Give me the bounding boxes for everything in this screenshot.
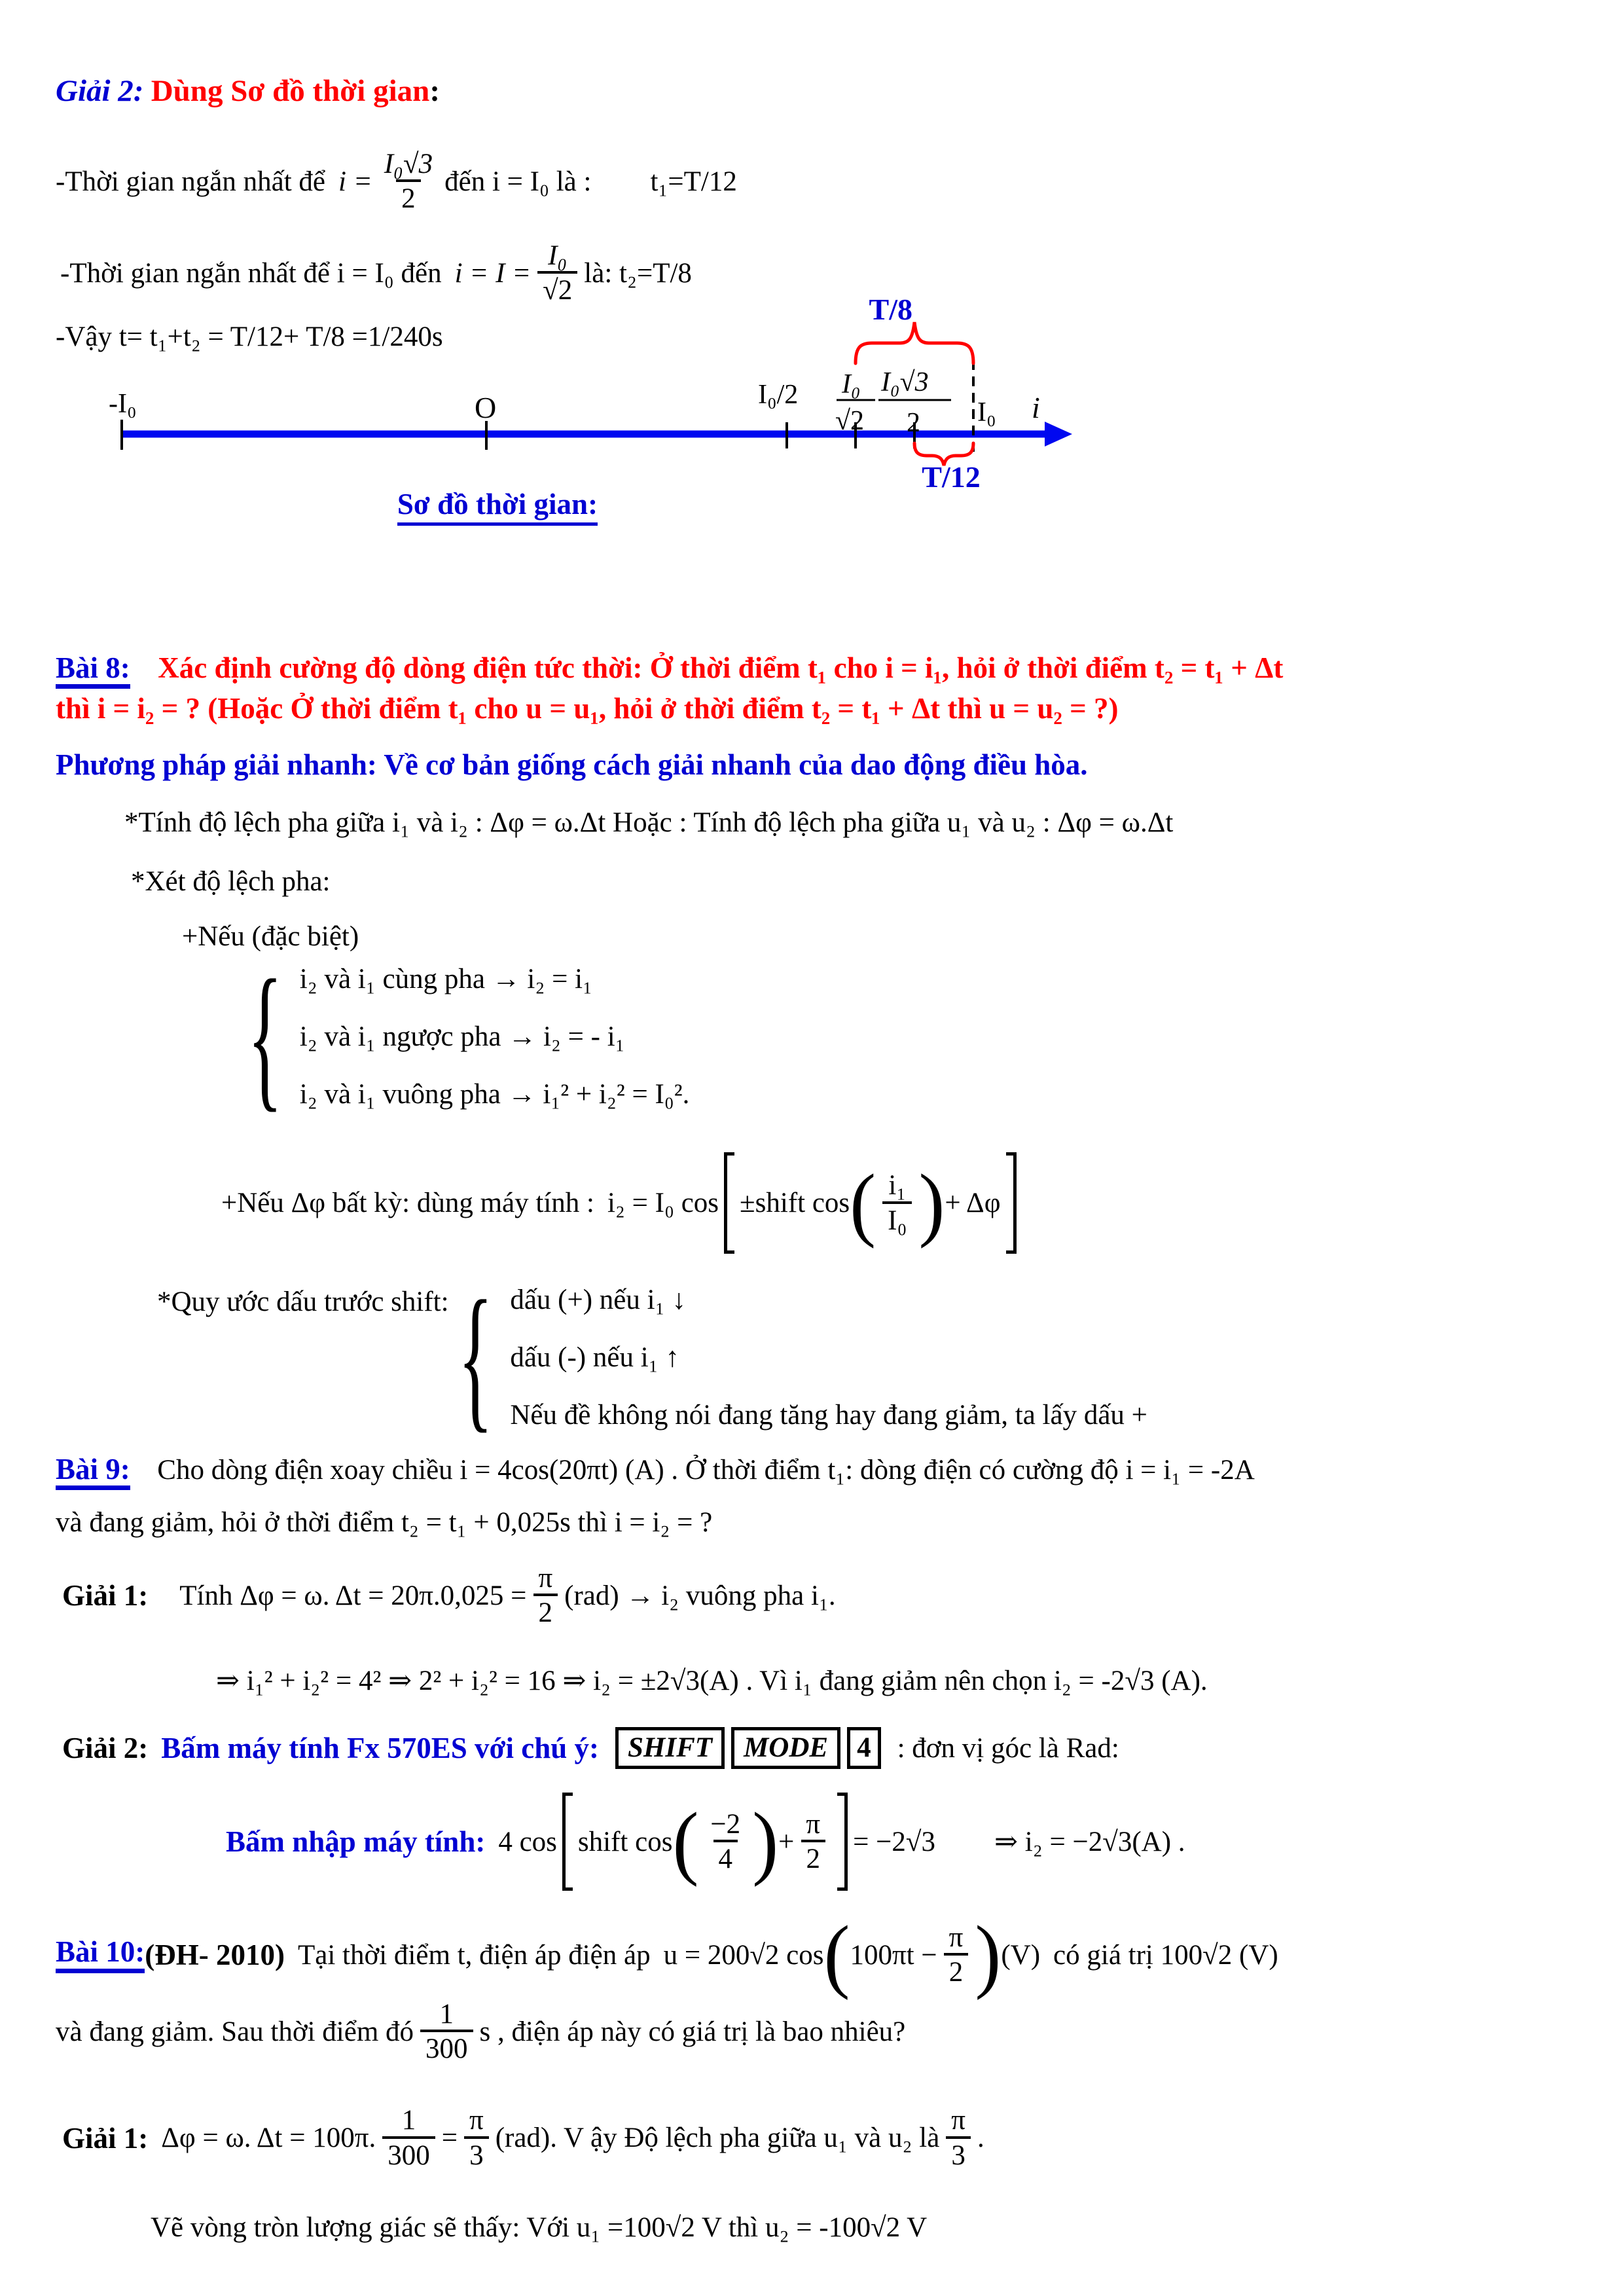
left-bracket-icon — [724, 1152, 734, 1254]
problem-10-exam-tag: (ĐH- 2010) — [145, 1939, 285, 1971]
sign-convention-list — [510, 1271, 1147, 1444]
tg2-mid: là: t₂=T/8 — [584, 257, 692, 289]
problem-10-pre: Tại thời điểm t, điện áp điện áp — [297, 1939, 651, 1971]
problem-10 — [56, 1908, 1278, 2001]
case-same-phase: i₂ và i₁ cùng pha → i₂ = i₁ — [299, 964, 593, 994]
right-paren-icon: ) — [975, 1908, 1001, 2001]
entry-pre: 4 cos — [498, 1826, 557, 1857]
arbitrary-phase-formula — [221, 1152, 1022, 1254]
entry-plus: + — [778, 1826, 795, 1857]
problem-10-u: u = 200√2 cos — [663, 1939, 824, 1971]
entry-conclusion: ⇒ i₂ = −2√3(A) . — [994, 1827, 1185, 1857]
problem-9-line1: Cho dòng điện xoay chiều i = 4cos(20πt) (A) . Ở thời điểm t₁: dòng điện có cường độ i = i₁ = -2A — [157, 1455, 1255, 1485]
diagram-caption — [386, 487, 609, 526]
special-cases-group — [247, 947, 690, 1127]
problem-9 — [56, 1444, 1581, 1549]
left-paren-icon: ( — [672, 1795, 699, 1887]
entry-result: = −2√3 — [853, 1826, 935, 1857]
entry-fraction-1 — [705, 1809, 746, 1875]
arbitrary-phase-post: + Δφ — [945, 1188, 1001, 1218]
solution2-colon: : — [429, 74, 440, 108]
rad-unit-note: : đơn vị góc là Rad: — [897, 1732, 1119, 1764]
tg2-var: i = I = — [454, 257, 532, 289]
problem-9-label: Bài 9: — [56, 1454, 130, 1490]
problem-10-inner: 100πt − — [850, 1939, 937, 1971]
total-time-line: -Vậy t= t₁+t₂ = T/12+ T/8 =1/240s — [56, 321, 443, 352]
case-opposite-phase: i₂ và i₁ ngược pha → i₂ = - i₁ — [299, 1021, 625, 1052]
brace-t8 — [856, 322, 973, 363]
arbitrary-phase-fraction — [882, 1170, 912, 1236]
entry-frac2-denominator: 2 — [801, 1840, 826, 1874]
unit-circle-conclusion: Vẽ vòng tròn lượng giác sẽ thấy: Với u₁ =100√2 V thì u₂ = -100√2 V — [151, 2212, 928, 2243]
case-quadrature-phase: i₂ và i₁ vuông pha → i₁² + i₂² = I₀². — [299, 1079, 690, 1110]
p10-n2: π — [469, 2105, 484, 2136]
problem-10-line2a: và đang giảm. Sau thời điểm đó — [56, 2016, 414, 2047]
frac1-denominator: √2 — [835, 406, 865, 436]
solution1-frac-denominator: 2 — [533, 1594, 558, 1628]
axis-arrowhead-icon — [1045, 422, 1072, 446]
problem-8-line2: thì i = i₂ = ? (Hoặc Ở thời điểm t₁ cho u = u₁, hỏi ở thời điểm t₂ = t₁ + Δt thì u = u₂ = ?) — [56, 692, 1119, 725]
label-neg-i0: -I₀ — [109, 389, 137, 419]
tg2-frac-denominator: √2 — [537, 271, 577, 306]
consider-phase-line: *Xét độ lệch pha: — [131, 866, 331, 897]
left-bracket-icon — [562, 1793, 573, 1891]
p10-time-numerator: 1 — [439, 1998, 454, 2030]
solution1-text: Tính Δφ = ω. Δt = 20π.0,025 = — [179, 1580, 527, 1611]
frac2-denominator: 2 — [907, 408, 920, 438]
problem-10-solution-1 — [62, 2100, 984, 2176]
method-heading: Phương pháp giải nhanh: Về cơ bản giống cách giải nhanh của dao động điều hòa. — [56, 748, 1088, 781]
entry-fraction-2 — [801, 1809, 825, 1875]
right-paren-icon: ) — [752, 1795, 779, 1887]
shift-key: SHIFT — [615, 1727, 725, 1769]
p10-n1: 1 — [401, 2105, 416, 2136]
solution1-label: Giải 1: — [62, 1579, 149, 1612]
label-t8: T/8 — [869, 293, 912, 326]
problem-10-label: Bài 10: — [56, 1937, 145, 1973]
tg1-result: t₁=T/12 — [650, 166, 737, 197]
tg2-frac-numerator: I₀ — [548, 240, 568, 271]
solution1-post: (rad) → i₂ vuông pha i₁. — [564, 1580, 836, 1611]
diagram-caption-text: Sơ đồ thời gian: — [397, 487, 598, 526]
solution2-title: Dùng Sơ đồ thời gian — [151, 74, 430, 108]
sign-convention-group — [157, 1268, 1147, 1448]
calculator-entry-line — [226, 1793, 1185, 1891]
tg1-var: i = — [338, 166, 372, 197]
calculator-note: Bấm máy tính Fx 570ES với chú ý: — [161, 1732, 599, 1764]
arbitrary-phase-i2: i₂ = I₀ cos — [607, 1188, 719, 1218]
right-bracket-icon — [1006, 1152, 1017, 1254]
calculator-entry-label: Bấm nhập máy tính: — [226, 1825, 486, 1858]
left-curly-brace-icon: { — [247, 947, 283, 1127]
p10-eq: = — [441, 2123, 458, 2153]
phase-difference-line: *Tính độ lệch pha giữa i₁ và i₂ : Δφ = ω.Δt Hoặc : Tính độ lệch pha giữa u₁ và u₂ : Δφ = ω.Δt — [124, 807, 1174, 838]
p10-time-denominator: 300 — [420, 2030, 473, 2064]
special-cases-list — [300, 951, 690, 1123]
problem-10-time-fraction — [420, 1999, 473, 2065]
problem-9-line2: và đang giảm, hỏi ở thời điểm t₂ = t₁ + 0,025s thì i = i₂ = ? — [56, 1507, 713, 1538]
frac2-numerator: I₀√3 — [881, 367, 929, 397]
sign-plus-item: dấu (+) nếu i₁ ↓ — [510, 1285, 686, 1315]
special-case-line: +Nếu (đặc biệt) — [182, 921, 359, 952]
problem-10-line2b: s , điện áp này có giá trị là bao nhiêu? — [479, 2016, 906, 2047]
p10-solution1-label: Giải 1: — [62, 2121, 149, 2155]
p10-d1: 300 — [382, 2136, 435, 2171]
solution2-header — [56, 73, 440, 109]
sign-convention-label: *Quy ước dấu trước shift: — [157, 1286, 449, 1317]
p10-d3: 3 — [946, 2136, 971, 2171]
label-i0-half: I₀/2 — [758, 380, 799, 410]
tg1-mid: đến i = I₀ là : — [444, 166, 592, 197]
p10-frac-1-300 — [382, 2105, 435, 2171]
right-paren-icon: ) — [918, 1157, 945, 1248]
p10-solution1-end: . — [977, 2123, 984, 2153]
sign-minus-item: dấu (-) nếu i₁ ↑ — [510, 1342, 679, 1373]
p10-frac-denominator: 2 — [944, 1953, 969, 1988]
left-paren-icon: ( — [823, 1908, 850, 2001]
p10-solution1-mid: (rad). V ậy Độ lệch pha giữa u₁ và u₂ là — [495, 2123, 940, 2153]
frac1-numerator: I₀ — [842, 369, 861, 399]
p10-frac-numerator: π — [948, 1922, 964, 1953]
mode-key: MODE — [731, 1727, 840, 1769]
tg1-frac-denominator: 2 — [396, 179, 421, 214]
problem-8-label: Bài 8: — [56, 653, 130, 689]
right-bracket-icon — [837, 1793, 848, 1891]
p10-solution1-pre: Δφ = ω. Δt = 100π. — [161, 2123, 376, 2153]
p10-frac-pi-3 — [464, 2105, 489, 2171]
p10-frac-pi-3-b — [946, 2105, 971, 2171]
shortest-time-line-1 — [56, 143, 737, 220]
label-origin: O — [475, 391, 497, 424]
arbitrary-phase-text: +Nếu Δφ bất kỳ: dùng máy tính : — [221, 1188, 594, 1218]
p10-d2: 3 — [464, 2136, 489, 2171]
problem-9-solution-1 — [62, 1559, 836, 1631]
solution2b-label: Giải 2: — [62, 1732, 149, 1764]
label-axis-variable: i — [1032, 391, 1040, 424]
four-key: 4 — [847, 1727, 881, 1769]
problem-8 — [56, 648, 1581, 728]
entry-frac1-denominator: 4 — [713, 1840, 738, 1874]
problem-8-line1: Xác định cường độ dòng điện tức thời: Ở thời điểm t₁ cho i = i₁, hỏi ở thời điểm t₂ = t₁ + Δt — [158, 651, 1284, 684]
tg1-text: -Thời gian ngắn nhất để — [56, 166, 326, 197]
tg2-text: -Thời gian ngắn nhất để i = I₀ đến — [60, 257, 442, 289]
label-i0: I₀ — [977, 397, 996, 428]
solution1-fraction — [533, 1563, 558, 1629]
label-t12: T/12 — [922, 460, 981, 494]
entry-frac2-numerator: π — [806, 1808, 821, 1840]
entry-frac1-numerator: −2 — [710, 1808, 741, 1840]
tg1-fraction — [379, 149, 438, 215]
left-paren-icon: ( — [850, 1157, 876, 1248]
arbitrary-frac-numerator: i₁ — [888, 1170, 907, 1201]
solution2-label: Giải 2: — [56, 74, 144, 108]
problem-10-volt: (V) — [1001, 1939, 1041, 1971]
sign-default-item: Nếu đề không nói đang tăng hay đang giảm, ta lấy dấu + — [510, 1400, 1147, 1430]
problem-10-line2 — [56, 1995, 905, 2068]
time-axis-diagram — [52, 282, 1113, 507]
arbitrary-frac-denominator: I₀ — [882, 1201, 912, 1236]
problem-10-post: có giá trị 100√2 (V) — [1053, 1939, 1278, 1971]
problem-10-fraction — [944, 1922, 969, 1988]
tg1-frac-numerator: I₀√3 — [384, 148, 433, 179]
problem-9-solution-2 — [62, 1723, 1119, 1773]
implication-line: ⇒ i₁² + i₂² = 4² ⇒ 2² + i₂² = 16 ⇒ i₂ = ±2√3(A) . Vì i₁ đang giảm nên chọn i₂ = -2√3 (A). — [216, 1666, 1208, 1696]
left-curly-brace-icon: { — [458, 1268, 494, 1448]
arbitrary-phase-shift: ±shift cos — [740, 1188, 850, 1218]
solution1-frac-numerator: π — [538, 1562, 553, 1594]
entry-shift: shift cos — [577, 1826, 673, 1857]
p10-n3: π — [951, 2105, 965, 2136]
